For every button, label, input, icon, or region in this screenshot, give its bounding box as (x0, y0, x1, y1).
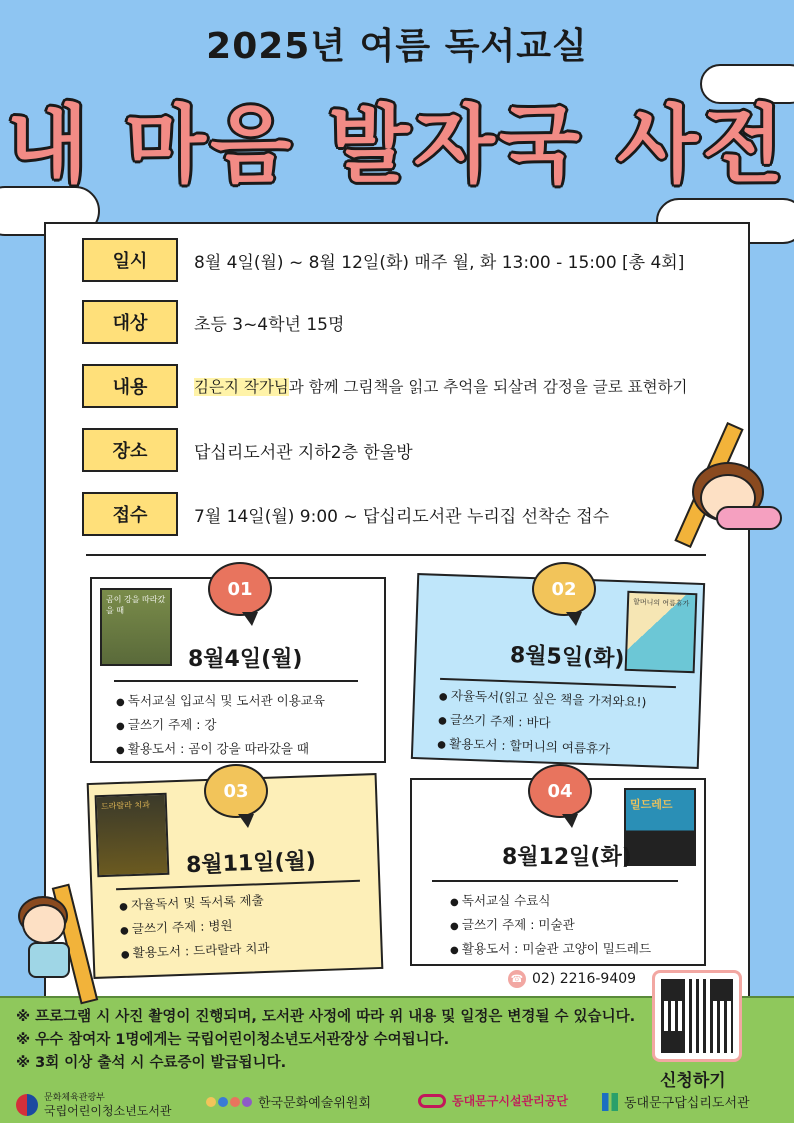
footer-org-3 (418, 1092, 568, 1109)
book-title: 곰이 강을 따라갔을 때 (106, 595, 166, 615)
list-item: ● 활용도서 : 드라랄라 치과 (120, 937, 270, 966)
phone-number: 02) 2216-9409 (532, 971, 637, 987)
org-ministry: 문화체육관광부 (44, 1093, 105, 1103)
arts-council-logo-icon (206, 1097, 252, 1107)
subtitle: 2025년 여름 독서교실 (206, 26, 588, 67)
info-row-register (82, 492, 609, 536)
government-emblem-icon (16, 1094, 38, 1116)
notice-item: ※ 프로그램 시 사진 촬영이 진행되며, 도서관 사정에 따라 위 내용 및 일정은 변경될 수 있습니다. (16, 1009, 636, 1025)
book-title: 드라랄라 치과 (100, 800, 151, 812)
page-title: 내 마음 발자국 사전 (6, 96, 788, 194)
apply-label: 신청하기 (660, 1071, 726, 1091)
list-item: ● 자율독서 및 독서록 제출 (119, 889, 269, 918)
facility-corp-logo-icon (418, 1094, 446, 1108)
org-name: 동대문구시설관리공단 (452, 1094, 568, 1108)
list-item: ● 자율독서(읽고 싶은 책을 가져와요!) (438, 684, 646, 715)
info-row-content (82, 364, 688, 408)
info-label: 접수 (82, 492, 178, 536)
phone-icon: ☎ (508, 970, 526, 988)
list-item: ● 글쓰기 주제 : 병원 (120, 913, 270, 942)
org-name: 동대문구답십리도서관 (624, 1096, 750, 1111)
divider (86, 554, 706, 556)
list-item: ● 활용도서 : 미술관 고양이 밀드레드 (450, 938, 651, 962)
boy-body-illustration (28, 942, 70, 978)
notice-list (16, 1006, 635, 1075)
session-items (116, 690, 325, 762)
info-label: 장소 (82, 428, 178, 472)
card-divider (432, 880, 678, 882)
book-cover (100, 588, 172, 666)
session-number-badge: 03 (204, 764, 268, 818)
info-text: 7월 14일(월) 9:00 ~ 답십리도서관 누리집 선착순 접수 (194, 506, 610, 527)
book-title: 밀드레드 (630, 798, 673, 811)
session-date: 8월4일(월) (188, 647, 303, 672)
qr-code-icon (661, 979, 733, 1053)
info-text: 답십리도서관 지하2층 한울방 (194, 442, 413, 463)
session-date: 8월12일(화) (502, 845, 632, 870)
list-item: ● 글쓰기 주제 : 바다 (438, 708, 646, 739)
list-item: ● 활용도서 : 할머니의 여름휴가 (437, 732, 645, 763)
card-divider (114, 680, 358, 682)
author-highlight: 김은지 작가님 (194, 378, 289, 396)
org-name: 국립어린이청소년도서관 (44, 1104, 172, 1118)
session-number-badge: 02 (532, 562, 596, 616)
session-items (450, 890, 651, 962)
library-logo-icon (602, 1093, 618, 1111)
girl-body-illustration (716, 506, 782, 530)
notice-item: ※ 우수 참여자 1명에게는 국립어린이청소년도서관장상 수여됩니다. (16, 1032, 450, 1048)
info-row-date (82, 238, 684, 282)
list-item: ● 활용도서 : 곰이 강을 따라갔을 때 (116, 738, 325, 762)
info-row-target (82, 300, 344, 344)
book-title: 할머니의 여름휴가 (632, 598, 690, 608)
footer-org-2 (206, 1092, 371, 1111)
session-date: 8월5일(화) (509, 643, 625, 672)
session-number-badge: 04 (528, 764, 592, 818)
session-number-badge: 01 (208, 562, 272, 616)
list-item: ● 글쓰기 주제 : 미술관 (450, 914, 651, 938)
book-cover (624, 788, 696, 866)
info-row-place (82, 428, 413, 472)
phone-contact[interactable] (508, 970, 636, 988)
book-cover (95, 793, 170, 877)
info-label: 일시 (82, 238, 178, 282)
list-item: ● 독서교실 수료식 (450, 890, 651, 914)
session-date: 8월11일(월) (185, 848, 317, 879)
org-name: 한국문화예술위원회 (258, 1096, 372, 1111)
footer-org-4 (602, 1092, 750, 1111)
session-items (119, 889, 270, 966)
boy-illustration (22, 904, 66, 944)
list-item: ● 독서교실 입교식 및 도서관 이용교육 (116, 690, 325, 714)
info-label: 대상 (82, 300, 178, 344)
info-text: 초등 3~4학년 15명 (194, 314, 345, 335)
list-item: ● 글쓰기 주제 : 강 (116, 714, 325, 738)
info-text: 8월 4일(월) ~ 8월 12일(화) 매주 월, 화 13:00 - 15:00 [총 4회] (194, 252, 685, 273)
qr-code[interactable] (652, 970, 742, 1062)
footer-org-1 (16, 1092, 172, 1118)
info-label: 내용 (82, 364, 178, 408)
session-items (437, 684, 647, 763)
notice-item: ※ 3회 이상 출석 시 수료증이 발급됩니다. (16, 1055, 287, 1071)
book-cover (625, 591, 698, 673)
info-text: 김은지 작가님과 함께 그림책을 읽고 추억을 되살려 감정을 글로 표현하기 (194, 378, 688, 396)
